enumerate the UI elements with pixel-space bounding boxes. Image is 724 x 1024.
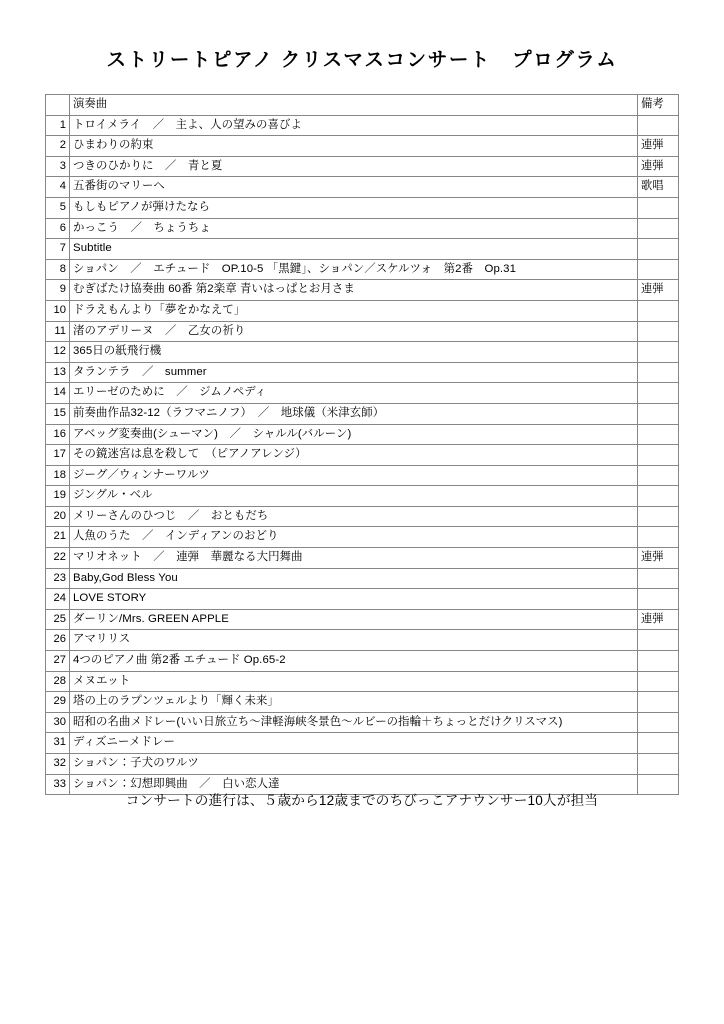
table-row bbox=[46, 136, 679, 157]
row-note bbox=[638, 589, 679, 610]
row-piece-title: 塔の上のラプンツェルより「輝く未来」 bbox=[70, 692, 638, 713]
row-note bbox=[638, 259, 679, 280]
column-header-number bbox=[46, 95, 70, 116]
footer-note: コンサートの進行は、５歳から12歳までのちびっこアナウンサー10人が担当 bbox=[125, 793, 599, 808]
row-note bbox=[638, 342, 679, 363]
row-piece-title: もしもピアノが弾けたなら bbox=[70, 197, 638, 218]
row-number: 28 bbox=[46, 671, 70, 692]
table-row bbox=[46, 486, 679, 507]
row-note bbox=[638, 239, 679, 260]
row-piece-title: 365日の紙飛行機 bbox=[70, 342, 638, 363]
row-note bbox=[638, 568, 679, 589]
table-row bbox=[46, 383, 679, 404]
row-note bbox=[638, 754, 679, 775]
table-row bbox=[46, 548, 679, 569]
row-note bbox=[638, 486, 679, 507]
row-piece-title: ジーグ／ウィンナーワルツ bbox=[70, 465, 638, 486]
column-header-note: 備考 bbox=[638, 95, 679, 116]
row-piece-title: ショパン：幻想即興曲 ／ 白い恋人達 bbox=[70, 774, 638, 795]
row-number: 10 bbox=[46, 300, 70, 321]
table-row bbox=[46, 362, 679, 383]
row-number: 26 bbox=[46, 630, 70, 651]
row-note bbox=[638, 424, 679, 445]
row-piece-title: つきのひかりに ／ 青と夏 bbox=[70, 156, 638, 177]
table-row bbox=[46, 527, 679, 548]
table-row bbox=[46, 342, 679, 363]
row-piece-title: エリーゼのために ／ ジムノペディ bbox=[70, 383, 638, 404]
row-number: 29 bbox=[46, 692, 70, 713]
row-piece-title: アマリリス bbox=[70, 630, 638, 651]
row-number: 12 bbox=[46, 342, 70, 363]
table-header-row bbox=[46, 95, 679, 116]
table-row bbox=[46, 754, 679, 775]
table-row bbox=[46, 218, 679, 239]
table-header bbox=[46, 95, 679, 116]
row-piece-title: 渚のアデリーヌ ／ 乙女の祈り bbox=[70, 321, 638, 342]
row-note: 連弾 bbox=[638, 548, 679, 569]
row-piece-title: トロイメライ ／ 主よ、人の望みの喜びよ bbox=[70, 115, 638, 136]
row-piece-title: Baby,God Bless You bbox=[70, 568, 638, 589]
row-piece-title: メヌエット bbox=[70, 671, 638, 692]
row-piece-title: 前奏曲作品32-12（ラフマニノフ） ／ 地球儀（米津玄師） bbox=[70, 403, 638, 424]
row-piece-title: ショパン ／ エチュード OP.10-5 「黒鍵」、ショパン／スケルツォ 第2番 Op.31 bbox=[70, 259, 638, 280]
row-number: 2 bbox=[46, 136, 70, 157]
row-note bbox=[638, 630, 679, 651]
row-number: 27 bbox=[46, 651, 70, 672]
row-note bbox=[638, 362, 679, 383]
row-piece-title: ドラえもんより「夢をかなえて」 bbox=[70, 300, 638, 321]
row-note bbox=[638, 506, 679, 527]
table-row bbox=[46, 280, 679, 301]
row-piece-title: ひまわりの約束 bbox=[70, 136, 638, 157]
row-piece-title: 昭和の名曲メドレー(いい日旅立ち～津軽海峡冬景色～ルビーの指輪＋ちょっとだけクリスマス) bbox=[70, 712, 638, 733]
row-piece-title: アベッグ変奏曲(シューマン) ／ シャルル(バルーン) bbox=[70, 424, 638, 445]
row-piece-title: ショパン：子犬のワルツ bbox=[70, 754, 638, 775]
row-number: 7 bbox=[46, 239, 70, 260]
table-row bbox=[46, 651, 679, 672]
table-row bbox=[46, 156, 679, 177]
table-row bbox=[46, 465, 679, 486]
table-row bbox=[46, 321, 679, 342]
row-note bbox=[638, 651, 679, 672]
row-number: 20 bbox=[46, 506, 70, 527]
row-number: 18 bbox=[46, 465, 70, 486]
row-number: 1 bbox=[46, 115, 70, 136]
row-note: 連弾 bbox=[638, 609, 679, 630]
row-note bbox=[638, 403, 679, 424]
row-piece-title: メリーさんのひつじ ／ おともだち bbox=[70, 506, 638, 527]
row-number: 21 bbox=[46, 527, 70, 548]
table-body bbox=[46, 115, 679, 795]
row-piece-title: ディズニーメドレー bbox=[70, 733, 638, 754]
row-piece-title: Subtitle bbox=[70, 239, 638, 260]
row-number: 3 bbox=[46, 156, 70, 177]
row-number: 13 bbox=[46, 362, 70, 383]
row-note: 連弾 bbox=[638, 156, 679, 177]
column-header-title: 演奏曲 bbox=[70, 95, 638, 116]
table-row bbox=[46, 589, 679, 610]
row-number: 8 bbox=[46, 259, 70, 280]
table-row bbox=[46, 403, 679, 424]
row-piece-title: タランテラ ／ summer bbox=[70, 362, 638, 383]
page-title: ストリートピアノ クリスマスコンサート プログラム bbox=[106, 49, 618, 71]
table-row bbox=[46, 259, 679, 280]
row-note bbox=[638, 321, 679, 342]
row-number: 30 bbox=[46, 712, 70, 733]
row-piece-title: LOVE STORY bbox=[70, 589, 638, 610]
table-row bbox=[46, 300, 679, 321]
row-note bbox=[638, 527, 679, 548]
row-note: 歌唱 bbox=[638, 177, 679, 198]
table-row bbox=[46, 692, 679, 713]
row-number: 25 bbox=[46, 609, 70, 630]
row-number: 17 bbox=[46, 445, 70, 466]
row-piece-title: かっこう ／ ちょうちょ bbox=[70, 218, 638, 239]
row-number: 33 bbox=[46, 774, 70, 795]
row-number: 4 bbox=[46, 177, 70, 198]
row-number: 14 bbox=[46, 383, 70, 404]
row-note bbox=[638, 197, 679, 218]
row-note bbox=[638, 300, 679, 321]
row-piece-title: 人魚のうた ／ インディアンのおどり bbox=[70, 527, 638, 548]
table-row bbox=[46, 424, 679, 445]
table-row bbox=[46, 568, 679, 589]
table-row bbox=[46, 197, 679, 218]
row-number: 23 bbox=[46, 568, 70, 589]
table-row bbox=[46, 609, 679, 630]
row-note bbox=[638, 115, 679, 136]
row-note bbox=[638, 465, 679, 486]
row-note bbox=[638, 445, 679, 466]
table-row bbox=[46, 733, 679, 754]
row-number: 24 bbox=[46, 589, 70, 610]
row-number: 6 bbox=[46, 218, 70, 239]
row-piece-title: 五番街のマリーへ bbox=[70, 177, 638, 198]
row-number: 32 bbox=[46, 754, 70, 775]
table-row bbox=[46, 445, 679, 466]
row-number: 11 bbox=[46, 321, 70, 342]
table-row bbox=[46, 671, 679, 692]
row-piece-title: むぎばたけ協奏曲 60番 第2楽章 青いはっぱとお月さま bbox=[70, 280, 638, 301]
row-number: 31 bbox=[46, 733, 70, 754]
table-row bbox=[46, 115, 679, 136]
row-piece-title: ダーリン/Mrs. GREEN APPLE bbox=[70, 609, 638, 630]
row-piece-title: ジングル・ベル bbox=[70, 486, 638, 507]
row-note bbox=[638, 671, 679, 692]
row-number: 22 bbox=[46, 548, 70, 569]
table-row bbox=[46, 712, 679, 733]
row-note: 連弾 bbox=[638, 136, 679, 157]
row-note bbox=[638, 692, 679, 713]
row-note bbox=[638, 712, 679, 733]
table-row bbox=[46, 177, 679, 198]
table-row bbox=[46, 239, 679, 260]
row-note bbox=[638, 383, 679, 404]
program-table bbox=[45, 94, 679, 795]
row-number: 19 bbox=[46, 486, 70, 507]
row-number: 15 bbox=[46, 403, 70, 424]
row-note bbox=[638, 218, 679, 239]
row-number: 16 bbox=[46, 424, 70, 445]
row-note bbox=[638, 733, 679, 754]
row-number: 9 bbox=[46, 280, 70, 301]
table-row bbox=[46, 506, 679, 527]
row-piece-title: 4つのピアノ曲 第2番 エチュード Op.65-2 bbox=[70, 651, 638, 672]
row-note: 連弾 bbox=[638, 280, 679, 301]
row-piece-title: その鏡迷宮は息を殺して （ピアノアレンジ） bbox=[70, 445, 638, 466]
table-row bbox=[46, 630, 679, 651]
row-piece-title: マリオネット ／ 連弾 華麗なる大円舞曲 bbox=[70, 548, 638, 569]
row-number: 5 bbox=[46, 197, 70, 218]
